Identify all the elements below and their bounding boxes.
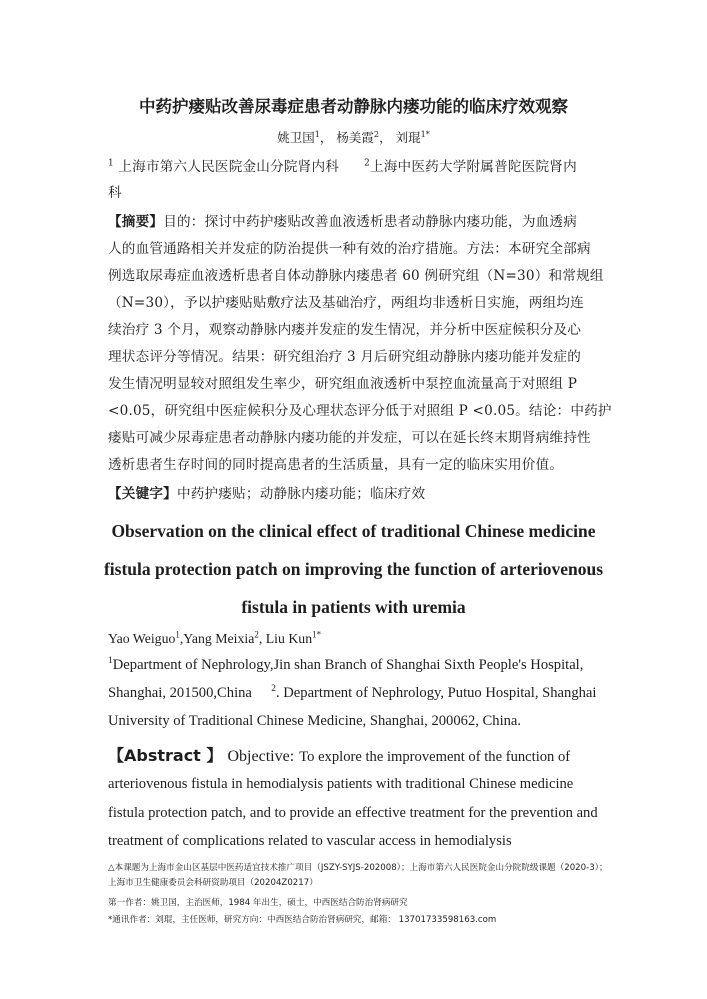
footnote-first-author: 第一作者：姚卫国，主治医师，1984 年出生，硕士，中西医结合防治肾病研究: [108, 898, 408, 908]
affiliation-text: 上海中医药大学附属普陀医院肾内: [369, 159, 577, 175]
paper-title-english-line: fistula protection patch on improving the function of arteriovenous: [103, 559, 604, 579]
author-name: 姚卫国: [277, 130, 315, 145]
abstract-text: 目的：探讨中药护瘘贴改善血液透析患者动静脉内瘘功能，为血透病: [163, 214, 577, 230]
affiliation-english-line-2: [108, 685, 596, 702]
abstract-objective-label: Objective:: [227, 748, 295, 765]
abstract-english-line: treatment of complications related to vascular access in hemodialysis: [108, 833, 512, 849]
affiliation-text: . Department of Nephrology, Putuo Hospital, Shanghai: [275, 685, 597, 701]
abstract-english-label: 【Abstract 】: [108, 746, 223, 765]
keywords-label: 【关键字】: [108, 486, 177, 502]
keywords-text: 中药护瘘贴；动静脉内瘘功能；临床疗效: [176, 486, 426, 502]
affiliation-chinese-line-1: [108, 155, 577, 175]
author-affiliation-mark: 1*: [312, 629, 322, 640]
abstract-chinese-line: <0.05，研究组中医症候积分及心理状态评分低于对照组 P <0.05。结论：中药护: [108, 403, 612, 419]
paper-title-english-line: fistula in patients with uremia: [241, 597, 466, 617]
abstract-english-line: arteriovenous fistula in hemodialysis patients with traditional Chinese medicine: [108, 776, 574, 792]
abstract-label: 【摘要】: [108, 214, 164, 230]
footnote-funding: △本课题为上海市金山区基层中医药适宜技术推广项目（JSZY-SYJS-202008）；上海市第六人民医院金山分院院级课题（2020-3）；: [108, 863, 608, 873]
affiliation-mark: 2: [364, 158, 370, 169]
affiliation-mark: 1: [108, 158, 114, 169]
footnote-corresponding-author: *通讯作者：刘琨，主任医师，研究方向：中西医结合防治肾病研究，邮箱： 13701733598163.com: [108, 915, 497, 925]
paper-title-chinese: 中药护瘘贴改善尿毒症患者动静脉内瘘功能的临床疗效观察: [139, 97, 568, 116]
author-affiliation-mark: 2: [373, 128, 380, 139]
author-name: 刘琨: [395, 130, 421, 145]
author-name: ,Yang Meixia: [179, 631, 255, 646]
footnote-funding-cont: 上海市卫生健康委员会科研资助项目（20204Z0217）: [108, 878, 318, 888]
author-affiliation-mark: 1*: [420, 128, 430, 139]
author-name: 杨美霞: [336, 130, 374, 145]
affiliation-chinese-line-2: 科: [108, 185, 122, 201]
abstract-chinese-line: 理状态评分等情况。结果：研究组治疗 3 月后研究组动静脉内瘘功能并发症的: [108, 349, 582, 365]
keywords-chinese: [108, 482, 425, 502]
affiliation-english-line-3: University of Traditional Chinese Medicine, Shanghai, 200062, China.: [108, 713, 522, 729]
author-separator: ，: [379, 130, 392, 145]
affiliation-mark: 2: [271, 684, 276, 695]
author-affiliation-mark: 1: [314, 128, 320, 139]
affiliation-text: Department of Nephrology,Jin shan Branch of Shanghai Sixth People's Hospital,: [112, 657, 584, 673]
abstract-chinese-line: 续治疗 3 个月，观察动静脉内瘘并发症的发生情况，并分析中医症候积分及心: [108, 322, 582, 338]
author-affiliation-mark: 2: [254, 629, 259, 640]
abstract-chinese-line: 瘘贴可减少尿毒症患者动静脉内瘘功能的并发症，可以在延长终末期肾病维持性: [108, 430, 591, 446]
affiliation-english-line-1: [108, 657, 583, 674]
author-affiliation-mark: 1: [175, 629, 180, 640]
author-separator: ，: [319, 130, 333, 145]
abstract-chinese-line: 例选取尿毒症血液透析患者自体动静脉内瘘患者 60 例研究组（N=30）和常规组: [108, 268, 604, 284]
author-list-english: [108, 631, 321, 647]
affiliation-mark: 1: [108, 656, 113, 667]
author-name: , Liu Kun: [258, 631, 313, 646]
abstract-english-line: fistula protection patch, and to provide an effective treatment for the prevention and: [108, 805, 598, 821]
abstract-english-text: To explore the improvement of the function of: [299, 749, 571, 765]
abstract-chinese-line: 透析患者生存时间的同时提高患者的生活质量，具有一定的临床实用价值。: [108, 457, 564, 473]
abstract-chinese-line: 人的血管通路相关并发症的防治提供一种有效的治疗措施。方法：本研究全部病: [108, 241, 591, 257]
author-list-chinese: [0, 128, 707, 146]
author-name: Yao Weiguo: [108, 631, 176, 646]
abstract-chinese-line: 发生情况明显较对照组发生率少，研究组血液透析中泵控血流量高于对照组 P: [108, 376, 578, 392]
abstract-chinese-line: [108, 210, 577, 230]
affiliation-text: 上海市第六人民医院金山分院肾内科: [118, 159, 340, 175]
paper-title-english-line: Observation on the clinical effect of traditional Chinese medicine: [111, 521, 596, 541]
abstract-chinese-line: （N=30），予以护瘘贴贴敷疗法及基础治疗，两组均非透析日实施，两组均连: [108, 295, 584, 311]
affiliation-text: Shanghai, 201500,China: [108, 685, 252, 701]
abstract-english-first-line: [108, 743, 570, 766]
